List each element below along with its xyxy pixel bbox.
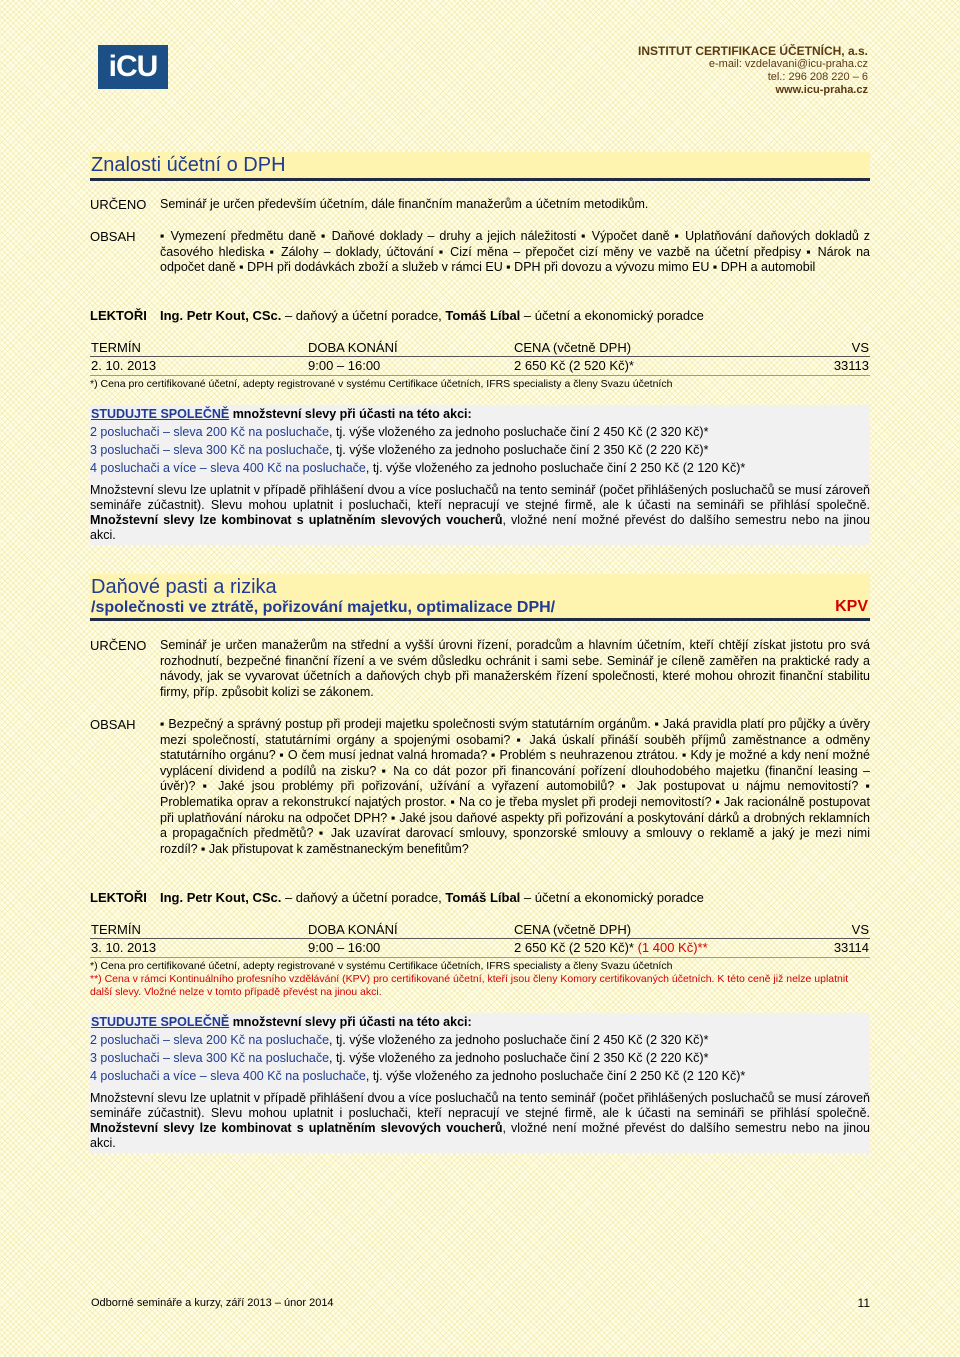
discount-para-bold: Množstevní slevy lze kombinovat s uplatněním slevových voucherů <box>90 513 503 527</box>
discount-title: STUDUJTE SPOLEČNĚ <box>91 407 230 421</box>
contact-phone: tel.: 296 208 220 – 6 <box>767 71 868 83</box>
s2-note2: **) Cena v rámci Kontinuálního profesního vzdělávání (KPV) pro certifikované účetní, kteří jsou členy Komory certifikovaných účetních. K této ceně již nelze uplatnit další slevy. Vložné nelze v tomto případě převést na jinou akci. <box>90 973 849 998</box>
section1-title: Znalosti účetní o DPH <box>91 154 286 176</box>
page-number: 11 <box>857 1296 870 1310</box>
kpv-badge: KPV <box>835 598 868 615</box>
contact-block <box>638 45 868 97</box>
discount-box-1 <box>90 405 870 545</box>
s2-table <box>90 921 870 958</box>
s2-obsah-text: ▪ Bezpečný a správný postup při prodeji majetku společnosti svým statutárním orgánům. ▪ Jaká pravidla platí pro půjčky a úvěry mezi společností, statutárními orgány a spojenými osobami? ▪ Jaká úskalí přináší souběh příjmů zaměstnance a odměny statutárního orgánu? ▪ O čem musí jednat valná hromada? ▪ Problém s neuhrazenou ztrátou. ▪ Kdy je možné a kdy není možné vyplácení dividend a podílů na zisku? ▪ Na co dát pozor při financování pořízení dlouhodobého majetku (finanční leasing – úvěr)? ▪ Jaké jsou problémy při pořizování, užívání a vyřazení automobilů? ▪ Jak postupovat u nájmu nemovitostí? ▪ Problematika oprav a rekonstrukcí najatých prostor. ▪ Na co je třeba myslet při prodeji nemovitostí? ▪ Jak racionálně postupovat při uplatňování nároku na odpočet DPH? ▪ Jaké jsou daňové aspekty při pořizování a poskytování dárků a drobných reklamních a propagačních předmětů? ▪ Jak uzavírat darovací smlouvy, sponzorské smlouvy a smlouvy o reklamě a jaký je mezi nimi rozdíl? ▪ Jak přistupovat k zaměstnaneckým benefitům? <box>160 717 870 856</box>
cell-date: 2. 10. 2013 <box>91 358 157 373</box>
s1-lektor2-role: – účetní a ekonomický poradce <box>520 308 704 323</box>
s2-lektori-label: LEKTOŘI <box>90 890 147 905</box>
s2-lektori <box>90 890 870 906</box>
s1-table-header <box>90 339 870 357</box>
s1-urceno-text: Seminář je určen především účetním, dále finančním manažerům a účetním metodikům. <box>160 197 649 211</box>
table-row <box>90 939 870 958</box>
section2-title: Daňové pasti a rizika <box>91 576 277 598</box>
s2-note1: *) Cena pro certifikované účetní, adepty registrované v systému Certifikace účetních, IFRS specialisty a členy Svazu účetních <box>90 960 673 972</box>
th-termin: TERMÍN <box>91 922 141 937</box>
s2-urceno-label: URČENO <box>90 638 147 653</box>
table-row <box>90 357 870 376</box>
discount-line-2a: 2 posluchači – sleva 200 Kč na posluchače <box>90 425 330 439</box>
cell-vs: 33114 <box>833 940 869 955</box>
cell-price <box>514 940 708 955</box>
contact-email[interactable]: e-mail: vzdelavani@icu-praha.cz <box>708 58 868 70</box>
logo-text: iCU <box>108 50 158 83</box>
th-cena: CENA (včetně DPH) <box>514 340 632 355</box>
section2-subtitle: /společnosti ve ztrátě, pořizování majetku, optimalizace DPH/ <box>91 599 556 616</box>
s1-lektori-label: LEKTOŘI <box>90 308 147 323</box>
discount-line-4a: 4 posluchači a více – sleva 400 Kč na posluchače <box>90 461 366 475</box>
discount-para: Množstevní slevu lze uplatnit v případě přihlášení dvou a více posluchačů na tento seminář (počet přihlášených posluchačů se musí zároveň semináře zúčastnit). Slevu mohou uplatnit i posluchači, kteří nepracují ve stejné firmě, ale k účasti na semináři se přihlásí společně. <box>90 483 870 512</box>
s1-lektor1-role: – daňový a účetní poradce, <box>281 308 446 323</box>
s1-obsah-text: ▪ Vymezení předmětu daně ▪ Daňové doklady – druhy a jejich náležitosti ▪ Výpočet daně ▪ Uplatňování daňových dokladů z časového hlediska ▪ Zálohy – doklady, účtování ▪ Cizí měna – přepočet cizí měny ve vazbě na účetní předpisy ▪ Nárok na odpočet daně ▪ DPH při dodávkách zboží a služeb v rámci EU ▪ DPH při dovozu a vývozu mimo EU ▪ DPH a automobil <box>160 229 870 275</box>
th-vs: VS <box>851 922 869 937</box>
s2-obsah <box>90 717 870 857</box>
s1-lektori <box>90 308 870 324</box>
s1-obsah <box>90 229 870 276</box>
discount-line-4a: 4 posluchači a více – sleva 400 Kč na posluchače <box>90 1069 366 1083</box>
discount-para-end: , vložné není možné převést do dalšího semestru nebo na jinou akci. <box>90 513 870 542</box>
cell-price: 2 650 Kč (2 520 Kč)* <box>514 358 634 373</box>
cell-time: 9:00 – 16:00 <box>308 358 381 373</box>
cell-date: 3. 10. 2013 <box>91 940 157 955</box>
discount-line-2a: 2 posluchači – sleva 200 Kč na posluchače <box>90 1033 330 1047</box>
cell-price-main: 2 650 Kč (2 520 Kč)* <box>514 940 638 955</box>
discount-line-3a: 3 posluchači – sleva 300 Kč na posluchače <box>90 1051 330 1065</box>
section1-title-bar <box>90 152 870 181</box>
th-cena: CENA (včetně DPH) <box>514 922 632 937</box>
discount-line-3b: , tj. výše vloženého za jednoho posluchače činí 2 350 Kč (2 220 Kč)* <box>329 1051 709 1065</box>
s2-table-header <box>90 921 870 939</box>
th-vs: VS <box>851 340 869 355</box>
s2-urceno <box>90 638 870 700</box>
s2-obsah-label: OBSAH <box>90 717 136 732</box>
discount-para-bold: Množstevní slevy lze kombinovat s uplatněním slevových voucherů <box>90 1121 503 1135</box>
s1-urceno-label: URČENO <box>90 197 147 212</box>
s1-lektor1: Ing. Petr Kout, CSc. <box>160 308 282 323</box>
contact-web[interactable]: www.icu-praha.cz <box>775 84 868 96</box>
s2-urceno-text: Seminář je určen manažerům na střední a vyšší úrovni řízení, poradcům a hlavním účetním, kteří chtějí získat jistotu pro svá rozhodnutí, bezpečné finanční řízení a ve svém důsledku ochránit i sami sebe. Seminář je cíleně zaměřen na praktické rady a návody, jak se vyvarovat účetních a daňových chyb při manažerském řízení společnosti, které mohou ohrozit finanční stabilitu firmy, příp. způsobit kolizi se zákonem. <box>160 638 870 699</box>
cell-price-kpv: (1 400 Kč)** <box>637 940 708 955</box>
discount-line-3b: , tj. výše vloženého za jednoho posluchače činí 2 350 Kč (2 220 Kč)* <box>329 443 709 457</box>
s2-lektor2: Tomáš Líbal <box>445 890 521 905</box>
discount-line-3a: 3 posluchači – sleva 300 Kč na posluchače <box>90 443 330 457</box>
footer-text: Odborné semináře a kurzy, září 2013 – únor 2014 <box>91 1297 334 1309</box>
s1-lektor2: Tomáš Líbal <box>445 308 521 323</box>
th-doba: DOBA KONÁNÍ <box>308 922 398 937</box>
cell-vs: 33113 <box>833 358 869 373</box>
discount-line-2b: , tj. výše vloženého za jednoho posluchače činí 2 450 Kč (2 320 Kč)* <box>329 1033 709 1047</box>
s1-obsah-label: OBSAH <box>90 229 136 244</box>
th-termin: TERMÍN <box>91 340 141 355</box>
discount-para: Množstevní slevu lze uplatnit v případě přihlášení dvou a více posluchačů na tento seminář (počet přihlášených posluchačů se musí zároveň semináře zúčastnit). Slevu mohou uplatnit i posluchači, kteří nepracují ve stejné firmě, ale k účasti na semináři se přihlásí společně. <box>90 1091 870 1120</box>
discount-title-rest: množstevní slevy při účasti na této akci: <box>229 1015 472 1029</box>
discount-title-rest: množstevní slevy při účasti na této akci: <box>229 407 472 421</box>
discount-line-4b: , tj. výše vloženého za jednoho posluchače činí 2 250 Kč (2 120 Kč)* <box>365 461 746 475</box>
discount-line-2b: , tj. výše vloženého za jednoho posluchače činí 2 450 Kč (2 320 Kč)* <box>329 425 709 439</box>
s2-lektor1-role: – daňový a účetní poradce, <box>281 890 446 905</box>
th-doba: DOBA KONÁNÍ <box>308 340 398 355</box>
discount-line-4b: , tj. výše vloženého za jednoho posluchače činí 2 250 Kč (2 120 Kč)* <box>365 1069 746 1083</box>
cell-time: 9:00 – 16:00 <box>308 940 381 955</box>
s2-lektor2-role: – účetní a ekonomický poradce <box>520 890 704 905</box>
discount-para-end: , vložné není možné převést do dalšího semestru nebo na jinou akci. <box>90 1121 870 1150</box>
s1-urceno <box>90 197 870 213</box>
s1-table <box>90 339 870 376</box>
icu-logo <box>98 45 168 89</box>
institute-name: INSTITUT CERTIFIKACE ÚČETNÍCH, a.s. <box>637 44 868 58</box>
s2-lektor1: Ing. Petr Kout, CSc. <box>160 890 282 905</box>
section2-title-bar <box>90 574 870 621</box>
discount-box-2 <box>90 1013 870 1153</box>
s1-note: *) Cena pro certifikované účetní, adepty registrované v systému Certifikace účetních, IFRS specialisty a členy Svazu účetních <box>90 378 673 390</box>
discount-title: STUDUJTE SPOLEČNĚ <box>91 1015 230 1029</box>
